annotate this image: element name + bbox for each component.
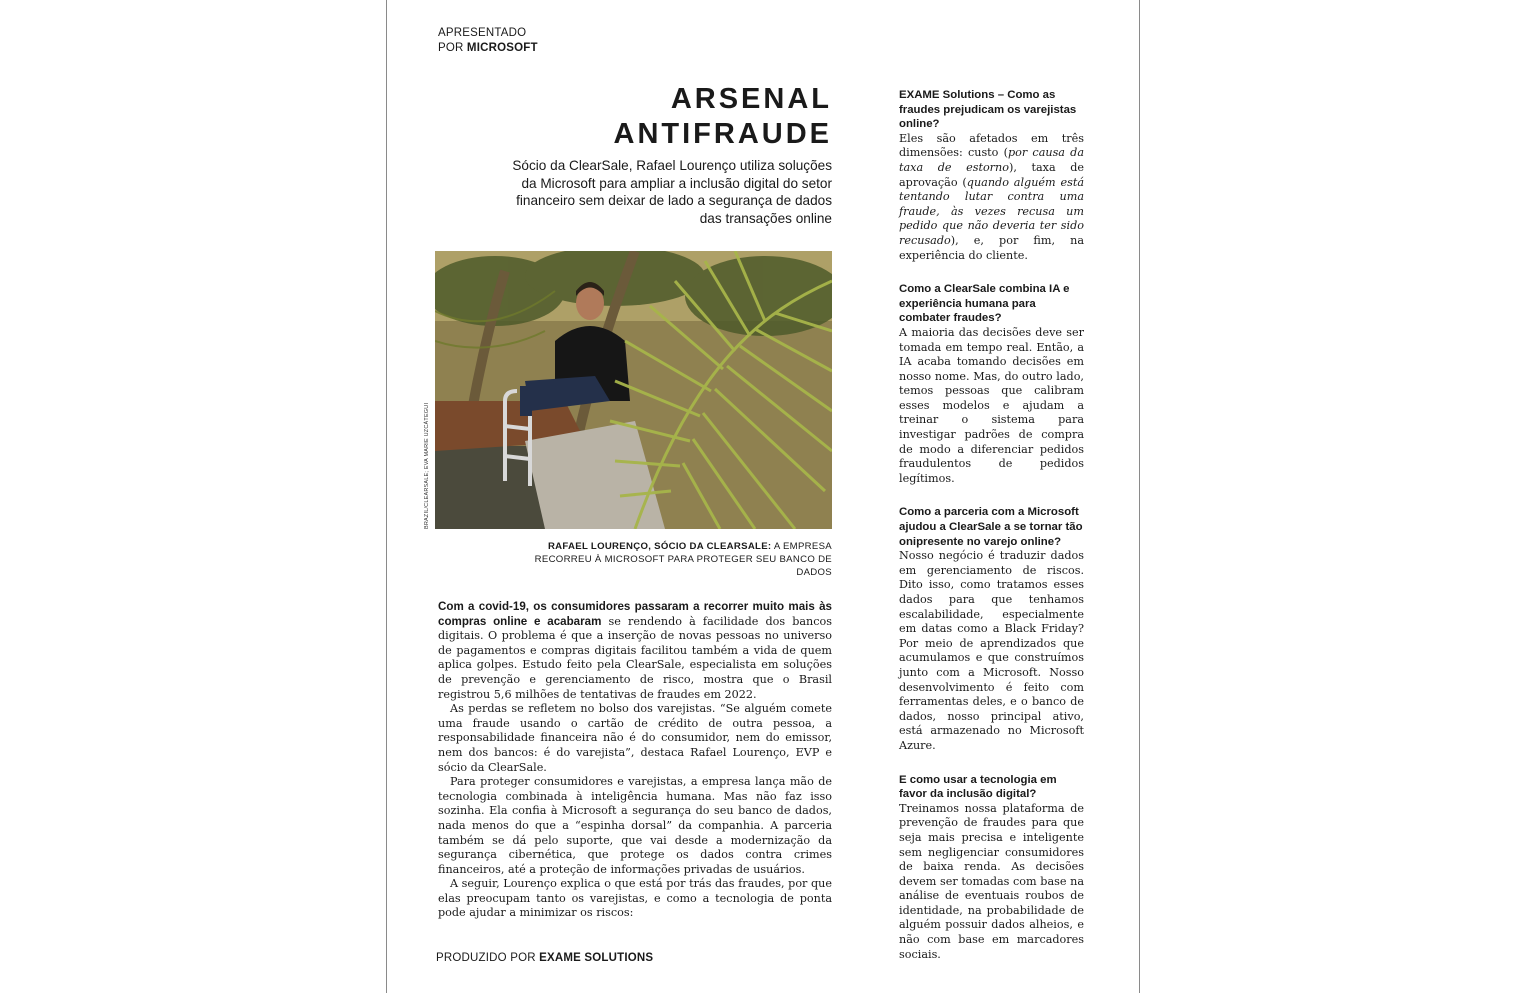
article-title (560, 82, 832, 152)
interview-column (899, 88, 1084, 981)
producer-brand: EXAME SOLUTIONS (539, 952, 654, 964)
sponsor-line1: APRESENTADO (438, 27, 527, 39)
photo-credit: BRAZIL/CLEARSALE; EVA MARIE UZCÁTEGUI (424, 402, 430, 529)
interview-question: EXAME Solutions – Como as fraudes prejudicam os varejistas online? (899, 89, 1077, 131)
caption-bold: RAFAEL LOURENÇO, SÓCIO DA CLEARSALE: (547, 541, 772, 552)
sponsor-line2: POR MICROSOFT (438, 42, 538, 54)
article-subtitle: Sócio da ClearSale, Rafael Lourenço utiliza soluções da Microsoft para ampliar a inclusão digital do setor financeiro sem deixar de lado a segurança de dados das transações online (512, 158, 832, 226)
photo-illustration (435, 251, 832, 529)
interview-question: Como a ClearSale combina IA e experiência humana para combater fraudes? (899, 283, 1070, 325)
body-paragraph-4: A seguir, Lourenço explica o que está por trás das fraudes, por que elas preocupam tanto os varejistas, e como a tecnologia de ponta pode ajudar a minimizar os riscos: (438, 877, 832, 920)
interview-answer: Treinamos nossa plataforma de prevenção de fraudes para que seja mais precisa e inteligente sem negligenciar consumidores de baixa renda. As decisões devem ser tomadas com base na análise de eventuais roubos de identidade, na probabilidade de alguém possuir dados alheios, e não com base em marcadores sociais. (899, 801, 1084, 961)
interview-answer: Nosso negócio é traduzir dados em gerenciamento de riscos. Dito isso, como tratamos esses dados para que tenhamos escalabilidade, especialmente em datas como a Black Friday? Por meio de aprendizados que acumulamos e que construímos junto com a Microsoft. Nosso desenvolvimento é feito com ferramentas deles, e o banco de dados, nosso principal ativo, está armazenado no Microsoft Azure. (899, 549, 1084, 752)
interview-question: Como a parceria com a Microsoft ajudou a ClearSale a se tornar tão onipresente no varejo online? (899, 506, 1083, 548)
body-paragraph-3: Para proteger consumidores e varejistas, a empresa lança mão de tecnologia combinada à inteligência humana. Mas não faz isso sozinha. Ela confia à Microsoft a segurança do seu banco de dados, nada menos do que a “espinha dorsal” da companhia. A parceria também se dá pelo suporte, que vai desde a modernização da segurança cibernética, que protege os dados contra crimes financeiros, até a proteção de informações privadas de usuários. (438, 775, 832, 876)
sponsor-header (438, 26, 538, 56)
interview-answer: A maioria das decisões deve ser tomada em tempo real. Então, a IA acaba tomando decisões em nosso nome. Mas, do outro lado, temos pessoas que calibram esses modelos e ajudam a treinar o sistema para investigar padrões de compra de modo a diferenciar pedidos fraudulentos de pedidos legítimos. (899, 325, 1084, 485)
body-paragraph-2: As perdas se refletem no bolso dos varejistas. “Se alguém comete uma fraude usando o cartão de crédito de outra pessoa, a responsabilidade financeira não é do consumidor, nem do emissor, nem dos bancos: é do varejista”, destaca Rafael Lourenço, EVP e sócio da ClearSale. (438, 702, 832, 774)
interview-question: E como usar a tecnologia em favor da inclusão digital? (899, 773, 1057, 801)
producer-footer: PRODUZIDO POR EXAME SOLUTIONS (436, 952, 654, 964)
interview-answer: Eles são afetados em três dimensões: custo (por causa da taxa de estorno), taxa de aprovação (quando alguém está tentando lutar contra uma fraude, às vezes recusa um pedido que não deveria ter sido recusado), e, por fim, na experiência do cliente. (899, 131, 1085, 262)
title-line1: ARSENAL (670, 83, 832, 115)
article-photo (435, 251, 832, 529)
photo-caption (500, 540, 832, 579)
title-line2: ANTIFRAUDE (613, 118, 832, 150)
sponsor-brand: MICROSOFT (466, 42, 538, 54)
body-lead: Com a covid-19, os consumidores passaram a recorrer muito mais às compras online e acabaram (438, 600, 832, 628)
caption-text: A EMPRESA RECORREU À MICROSOFT PARA PROTEGER SEU BANCO DE DADOS (534, 541, 832, 578)
body-paragraph-1: Com a covid-19, os consumidores passaram a recorrer muito mais às compras online e acabaram se rendendo à facilidade dos bancos digitais. O problema é que a inserção de novas pessoas no universo de pagamentos e compras digitais facilitou também a vida de quem aplica golpes. Estudo feito pela ClearSale, especialista em soluções de prevenção e gerenciamento de risco, mostra que o Brasil registrou 5,6 milhões de tentativas de fraudes em 2022. (438, 600, 832, 701)
article-body (438, 600, 832, 921)
